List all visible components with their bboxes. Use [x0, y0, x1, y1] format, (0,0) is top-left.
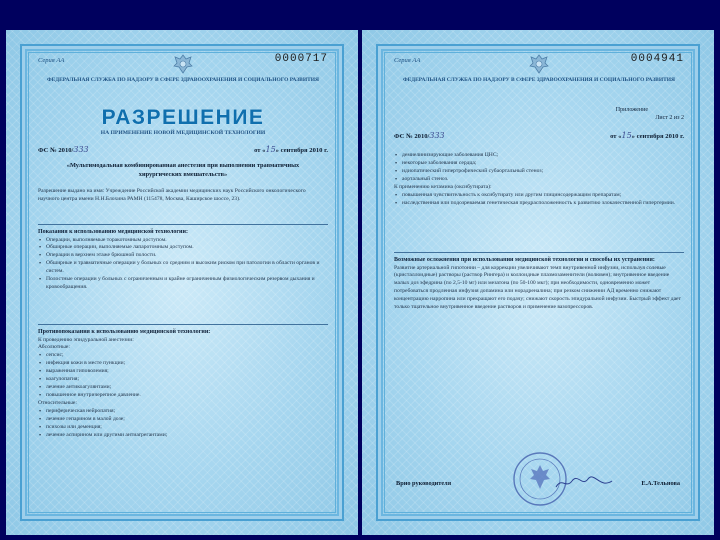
date-day: 15	[265, 145, 276, 154]
date-year: 2010 г.	[309, 147, 328, 154]
agency-name: ФЕДЕРАЛЬНАЯ СЛУЖБА ПО НАДЗОРУ В СФЕРЕ ЗДРАВООХРАНЕНИЯ И СОЦИАЛЬНОГО РАЗВИТИЯ	[46, 77, 320, 83]
form-number: 0004941	[630, 53, 684, 65]
appendix-label: Приложение	[615, 107, 648, 113]
list-item: • повышенная чувствительность к оксибутирату или другим глицинсодержащим препаратам;	[402, 192, 684, 200]
date-year: 2010 г.	[665, 133, 684, 140]
appendix-header	[394, 104, 684, 126]
list-item: • психозы или деменция;	[46, 424, 328, 432]
document-title: РАЗРЕШЕНИЕ	[101, 106, 265, 129]
absolute-label: Абсолютные:	[38, 344, 70, 351]
divider	[394, 252, 684, 253]
permit-document-page-1	[6, 30, 358, 535]
list-item: • Обширные операции, выполняемые лапаротомным доступом.	[46, 244, 328, 252]
list-item: • лечение аспирином или другими антиагрегантами;	[46, 432, 328, 440]
fs-date	[254, 144, 328, 155]
contraindications-section	[38, 328, 328, 440]
list-item: • Обширные и травматичные операции у больных со средним и высоким риском при патологии в области органов и систем.	[46, 260, 328, 276]
fs-prefix: ФС № 2010/	[394, 133, 430, 140]
date-month: » сентября	[631, 133, 664, 140]
signer-title: Врио руководителя	[396, 480, 452, 488]
form-number: 0000717	[274, 53, 328, 65]
list-item: • лечение гепарином в малой дозе;	[46, 416, 328, 424]
signature-icon	[554, 475, 614, 491]
contraindications-heading: Противопоказания к использованию медицинской технологии:	[38, 329, 211, 335]
list-item: • коагулопатия;	[46, 376, 328, 384]
technology-name: «Мультимодальная комбинированная анестезия при выполнении травматичных хирургических вмешательств»	[66, 162, 300, 178]
date-month: » сентября	[275, 147, 308, 154]
divider	[38, 324, 328, 325]
complications-text: Развитие артериальной гипотонии – для коррекции увеличивают темп внутривенной инфузии, используя солевые (кристаллоидные) растворы (раствор Рингера) и коллоидные плазмозаменители (волювен); внутривенное введение малых доз эфедрина (по 2,5-10 мг) или мезатона (по 50-100 мкг); при необходимости, одновременно может потребоваться продленная инфузия допамина или норадреналина; при резком снижении АД временно снижают концентрацию нарропина или прекращают его подачу; снижают скорость эпидуральной инфузии. Быстрый эффект дает только тщательное внутривенное введение растворов и применение вазопрессоров.	[394, 264, 681, 311]
fs-number-line	[38, 144, 328, 155]
contraindications-continued	[394, 152, 684, 208]
date-day: 15	[621, 131, 632, 140]
signer-name: Е.А.Тельнова	[641, 480, 680, 488]
absolute-list	[38, 352, 328, 400]
list-item: • сепсис;	[46, 352, 328, 360]
date-prefix: от «	[610, 133, 622, 140]
page-2-content	[394, 53, 684, 509]
list-item: • инфекция кожи в месте пункции;	[46, 360, 328, 368]
date-prefix: от «	[254, 147, 266, 154]
ketamine-list	[394, 192, 684, 208]
list-item: • лечение антикоагулянтами;	[46, 384, 328, 392]
fs-number-line	[394, 130, 684, 141]
divider	[38, 224, 328, 225]
indications-list	[38, 237, 328, 293]
ketamine-intro: К применению кетамина (оксибутирата):	[394, 183, 492, 190]
coat-of-arms-icon	[172, 53, 194, 75]
complications-section	[394, 256, 684, 312]
sheet-label: Лист 2 из 2	[655, 115, 684, 121]
fs-number: 333	[73, 145, 89, 154]
list-item: • наследственная или подозреваемая генетическая предрасположенность к развитию злокачественной гипертермии.	[402, 200, 684, 208]
list-item: • Полостные операции у больных с ограниченным и крайне ограниченным физиологическим резервом дыхания и кровообращения.	[46, 276, 328, 292]
series-label: Серия АА	[38, 57, 65, 64]
relative-label: Относительные:	[38, 400, 77, 407]
fs-number: 333	[429, 131, 445, 140]
series-label: Серия АА	[394, 57, 421, 64]
page-1-content	[38, 53, 328, 509]
fs-prefix: ФС № 2010/	[38, 147, 74, 154]
complications-heading: Возможные осложнения при использовании медицинской технологии и способы их устранения:	[394, 257, 655, 263]
relative-list	[38, 408, 328, 440]
fs-date	[610, 130, 684, 141]
agency-name: ФЕДЕРАЛЬНАЯ СЛУЖБА ПО НАДЗОРУ В СФЕРЕ ЗДРАВООХРАНЕНИЯ И СОЦИАЛЬНОГО РАЗВИТИЯ	[402, 77, 676, 83]
permit-document-page-2	[362, 30, 714, 535]
issued-to-text: Разрешение выдано на имя: Учреждение Российской академии медицинских наук Российского онкологического научного центра имени Н.Н.Блохина РАМН (115478, Москва, Каширское шоссе, 23).	[38, 188, 306, 202]
list-item: • выраженная гиповолемия;	[46, 368, 328, 376]
contraindications-intro: К проведению эпидуральной анестезии:	[38, 336, 134, 343]
list-item: • Операции, выполняемые торакотомным доступом.	[46, 237, 328, 245]
list-item: • идиопатический гипертрофический субаортальный стеноз;	[402, 168, 684, 176]
indications-heading: Показания к использованию медицинской технологии:	[38, 229, 188, 235]
indications-section	[38, 228, 328, 292]
list-item: • демиелинизирующие заболевания ЦНС;	[402, 152, 684, 160]
list-item: • повышенное внутричерепное давление.	[46, 392, 328, 400]
list-item: • периферическая нейропатия;	[46, 408, 328, 416]
list-item: • Операции в верхнем этаже брюшной полости.	[46, 252, 328, 260]
list-item: • аортальный стеноз.	[402, 176, 684, 184]
list-item: • некоторые заболевания сердца;	[402, 160, 684, 168]
contraindications-list	[394, 152, 684, 184]
document-subtitle: НА ПРИМЕНЕНИЕ НОВОЙ МЕДИЦИНСКОЙ ТЕХНОЛОГИИ	[100, 130, 266, 136]
coat-of-arms-icon	[528, 53, 550, 75]
